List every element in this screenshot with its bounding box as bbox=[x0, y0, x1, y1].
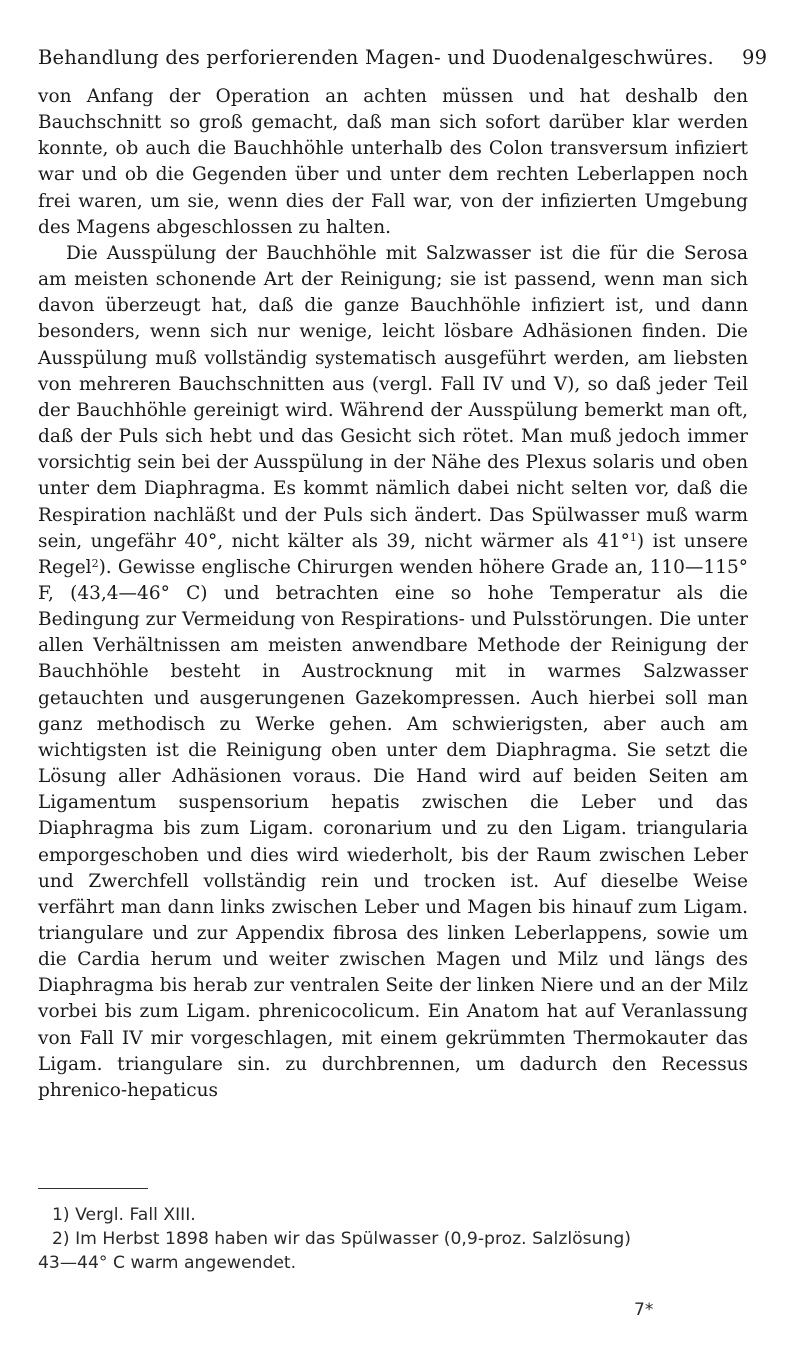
footnote-1: 1) Vergl. Fall XIII. bbox=[52, 1205, 196, 1225]
paragraph-2-part-a: Die Ausspülung der Bauchhöhle mit Salzwasser ist die für die Serosa am meisten schonende Art der Reinigung; sie ist passend, wenn man sich davon überzeugt hat, daß die ganze Bauchhöhle infiziert ist, und dann besonders, wenn sich nur wenige, leicht lösbare Adhäsionen finden. Die Ausspülung muß vollständig systematisch ausgeführt werden, am liebsten von mehreren Bauchschnitten aus (vergl. Fall IV und V), so daß jeder Teil der Bauchhöhle gereinigt wird. Während der Ausspülung bemerkt man oft, daß der Puls sich hebt und das Gesicht sich rötet. Man muß jedoch immer vorsichtig sein bei der Ausspülung in der Nähe des Plexus solaris und oben unter dem Diaphragma. Es kommt nämlich dabei nicht selten vor, daß die Respiration nachläßt und der Puls sich ändert. Das Spülwasser muß warm sein, ungefähr 40°, nicht kälter als 39, nicht wärmer als 41° bbox=[38, 242, 748, 552]
paragraph-1: von Anfang der Operation an achten müssen und hat deshalb den Bauchschnitt so groß gemacht, daß man sich sofort darüber klar werden konnte, ob auch die Bauchhöhle unterhalb des Colon transversum infiziert war und ob die Gegenden über und unter dem rechten Leberlappen noch frei waren, um sie, wenn dies der Fall war, von der infizierten Umgebung des Magens abgeschlossen zu halten. bbox=[38, 86, 748, 238]
paragraph-2-part-c: ). Gewisse englische Chirurgen wenden höhere Grade an, 110—115° F, (43,4—46° C) und betrachten eine so hohe Temperatur als die Bedingung zur Vermeidung von Respirations- und Pulsstörungen. Die unter allen Verhältnissen am meisten anwendbare Methode der Reinigung der Bauchhöhle besteht in Austrocknung mit in warmes Salzwasser getauchten und ausgerungenen Gazekompressen. Auch hierbei soll man ganz methodisch zu Werke gehen. Am schwierigsten, aber auch am wichtigsten ist die Reinigung oben unter dem Diaphragma. Sie setzt die Lösung aller Adhäsionen voraus. Die Hand wird auf beiden Seiten am Ligamentum suspensorium hepatis zwischen die Leber und das Diaphragma bis zum Ligam. coronarium und zu den Ligam. triangularia emporgeschoben und dies wird wiederholt, bis der Raum zwischen Leber und Zwerchfell vollständig rein und trocken ist. Auf dieselbe Weise verfährt man dann links zwischen Leber und Magen bis hinauf zum Ligam. triangulare und zur Appendix fibrosa des linken Leberlappens, sowie um die Cardia herum und weiter zwischen Magen und Milz und längs des Diaphragma bis herab zur ventralen Seite der linken Niere und an der Milz vorbei bis zum Ligam. phrenicocolicum. Ein Anatom hat auf Veranlassung von Fall IV mir vorgeschlagen, mit einem gekrümmten Thermokauter das Ligam. triangulare sin. zu durchbrennen, um dadurch den Recessus phrenico-hepaticus bbox=[38, 556, 748, 1101]
footnote-2-line-1: 2) Im Herbst 1898 haben wir das Spülwasser (0,9-proz. Salzlösung) bbox=[52, 1229, 631, 1249]
paragraph-2 bbox=[38, 241, 748, 1104]
footnote-2-line-2: 43—44° C warm angewendet. bbox=[38, 1253, 297, 1273]
paragraph-2-part-b: ) ist unsere Regel bbox=[38, 530, 748, 578]
footnote-divider bbox=[38, 1188, 148, 1189]
main-text bbox=[38, 84, 748, 1104]
footnote-ref-2: 2 bbox=[91, 556, 99, 570]
footnote-ref-1: 1 bbox=[629, 530, 637, 544]
running-header bbox=[38, 46, 798, 76]
footnotes bbox=[38, 1203, 752, 1275]
running-title: Behandlung des perforierenden Magen- und Duodenalgeschwüres. bbox=[38, 46, 714, 69]
signature-mark: 7* bbox=[634, 1300, 654, 1320]
page-number: 99 bbox=[742, 46, 768, 69]
